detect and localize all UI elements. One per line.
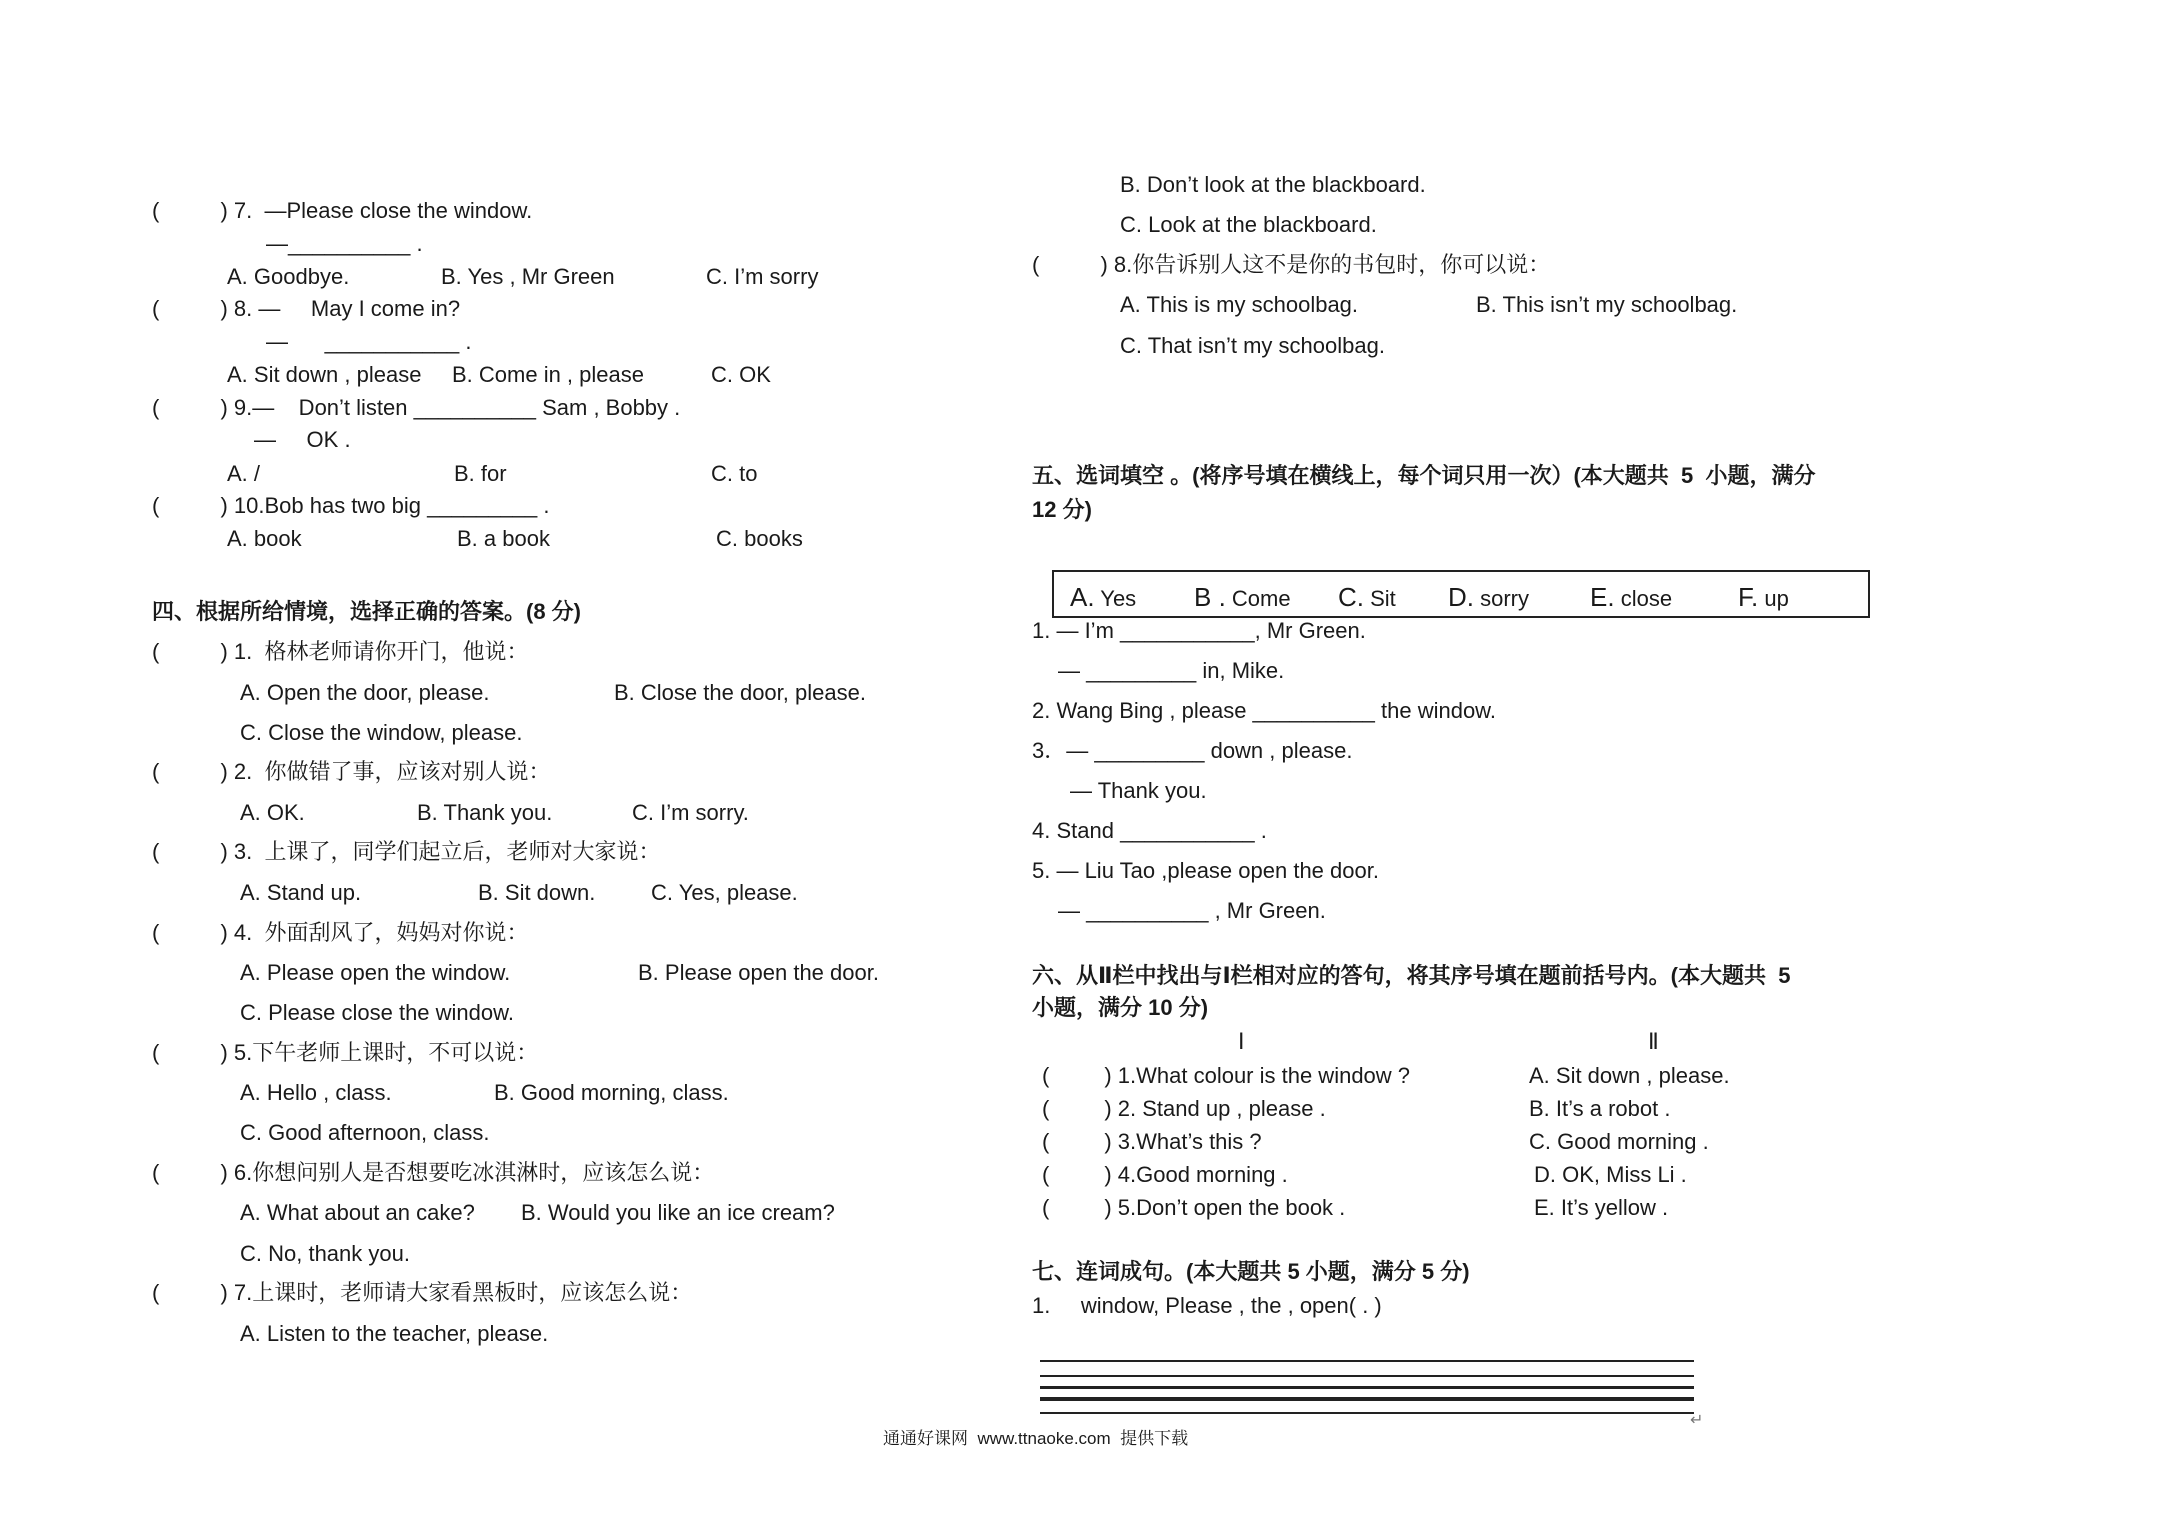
left-text-line: ( ) 1. 格林老师请你开门，他说： (152, 639, 529, 664)
left-text-line: ( ) 6.你想问别人是否想要吃冰淇淋时，应该怎么说： (152, 1160, 715, 1185)
left-text-line: ( ) 10.Bob has two big _________ . (152, 493, 550, 518)
right-text-line: C. Look at the blackboard. (1120, 212, 1377, 237)
word-bank-word: Come (1225, 586, 1291, 611)
word-bank-item (1738, 582, 1789, 613)
answer-line-2 (1040, 1375, 1694, 1377)
right-text-line: 4. Stand ___________ . (1032, 818, 1267, 843)
word-bank-letter: A. (1070, 582, 1095, 612)
footer-source: 通通好课网 www.ttnaoke.com 提供下载 (883, 1429, 1189, 1448)
right-text-line: 5. — Liu Tao ,please open the door. (1032, 858, 1379, 883)
left-text-line: ( ) 2. 你做错了事，应该对别人说： (152, 759, 551, 784)
left-text-line: C. Yes, please. (651, 880, 798, 905)
left-text-line: A. book (227, 526, 302, 551)
right-section-heading: 六、从Ⅱ栏中找出与Ⅰ栏相对应的答句，将其序号填在题前括号内。(本大题共 5 (1032, 963, 1791, 988)
right-text-line: B. This isn’t my schoolbag. (1476, 292, 1738, 317)
answer-line-3 (1040, 1386, 1694, 1389)
left-text-line: B. Thank you. (417, 800, 553, 825)
left-text-line: C. OK (711, 362, 771, 387)
right-text-line: Ⅱ (1648, 1029, 1659, 1054)
left-text-line: B. a book (457, 526, 550, 551)
word-bank-word: sorry (1474, 586, 1529, 611)
left-text-line: C. I’m sorry. (632, 800, 749, 825)
left-text-line: A. Goodbye. (227, 264, 350, 289)
left-text-line: ( ) 7. —Please close the window. (152, 198, 533, 223)
left-text-line: A. Please open the window. (240, 960, 511, 985)
left-text-line: A. OK. (240, 800, 305, 825)
right-text-line: Ⅰ (1238, 1029, 1245, 1054)
answer-line-1 (1040, 1360, 1694, 1362)
left-text-line: —__________ . (266, 231, 423, 256)
left-text-line: ( ) 3. 上课了，同学们起立后，老师对大家说： (152, 839, 661, 864)
left-text-line: B. Yes , Mr Green (441, 264, 615, 289)
right-text-line: ( ) 8.你告诉别人这不是你的书包时，你可以说： (1032, 252, 1551, 277)
right-section-heading: 12 分) (1032, 497, 1092, 522)
right-text-line: 3．— _________ down , please. (1032, 738, 1353, 763)
word-bank-item (1194, 582, 1291, 613)
word-bank-letter: E. (1590, 582, 1615, 612)
right-text-line: A. This is my schoolbag. (1120, 292, 1359, 317)
left-text-line: C. Good afternoon, class. (240, 1120, 490, 1145)
right-text-line: ( ) 2. Stand up , please . (1042, 1096, 1326, 1121)
right-text-line: 2. Wang Bing , please __________ the window. (1032, 698, 1496, 723)
left-text-line: B. for (454, 461, 507, 486)
right-text-line: B. Don’t look at the blackboard. (1120, 172, 1426, 197)
right-section-heading: 小题，满分 10 分) (1032, 995, 1209, 1020)
right-section-heading: 五、选词填空 。(将序号填在横线上，每个词只用一次）(本大题共 5 小题，满分 (1032, 463, 1816, 488)
word-bank-word: Yes (1094, 586, 1137, 611)
right-text-line: ( ) 3.What’s this ? (1042, 1129, 1262, 1154)
left-text-line: C. I’m sorry (706, 264, 819, 289)
left-text-line: A. Sit down , please (227, 362, 422, 387)
left-text-line: C. Please close the window. (240, 1000, 514, 1025)
word-bank-item (1590, 582, 1672, 613)
left-text-line: B. Good morning, class. (494, 1080, 729, 1105)
right-text-line: A. Sit down , please. (1529, 1063, 1730, 1088)
left-text-line: A. Open the door, please. (240, 680, 490, 705)
left-text-line: ( ) 4. 外面刮风了，妈妈对你说： (152, 920, 529, 945)
right-text-line: C. Good morning . (1529, 1129, 1709, 1154)
left-section-heading: 四、根据所给情境，选择正确的答案。(8 分) (152, 599, 582, 624)
left-text-line: — ___________ . (266, 329, 472, 354)
left-text-line: B. Would you like an ice cream? (521, 1200, 835, 1225)
left-text-line: C. to (711, 461, 758, 486)
right-text-line: B. It’s a robot . (1529, 1096, 1671, 1121)
word-bank-item (1338, 582, 1396, 613)
right-section-heading: 七、连词成句。(本大题共 5 小题，满分 5 分) (1032, 1259, 1470, 1284)
word-bank-letter: D. (1448, 582, 1474, 612)
right-text-line: 1. window, Please , the , open( . ) (1032, 1293, 1382, 1318)
word-bank-letter: C. (1338, 582, 1364, 612)
right-text-line: — Thank you. (1070, 778, 1207, 803)
left-text-line: ( ) 5.下午老师上课时，不可以说： (152, 1040, 539, 1065)
answer-line-5 (1040, 1412, 1694, 1414)
right-text-line: — _________ in, Mike. (1058, 658, 1285, 683)
word-bank-item (1448, 582, 1529, 613)
left-text-line: A. Listen to the teacher, please. (240, 1321, 549, 1346)
left-text-line: B. Please open the door. (638, 960, 879, 985)
right-text-line: 1. — I’m ___________, Mr Green. (1032, 618, 1366, 643)
left-text-line: — OK . (254, 427, 351, 452)
right-text-line: ( ) 1.What colour is the window ? (1042, 1063, 1411, 1088)
return-mark: ↵ (1690, 1412, 1704, 1429)
left-text-line: B. Close the door, please. (614, 680, 866, 705)
left-text-line: C. Close the window, please. (240, 720, 523, 745)
word-bank-word: up (1758, 586, 1789, 611)
right-text-line: — __________ , Mr Green. (1058, 898, 1326, 923)
right-text-line: ( ) 4.Good morning . (1042, 1162, 1288, 1187)
left-text-line: ( ) 9.— Don’t listen __________ Sam , Bobby . (152, 395, 681, 420)
word-bank-word: close (1614, 586, 1673, 611)
left-text-line: C. books (716, 526, 803, 551)
left-text-line: B. Sit down. (478, 880, 596, 905)
left-text-line: B. Come in , please (452, 362, 644, 387)
right-text-line: E. It’s yellow . (1534, 1195, 1669, 1220)
left-text-line: A. What about an cake? (240, 1200, 475, 1225)
left-text-line: A. Hello , class. (240, 1080, 392, 1105)
word-bank-box (1052, 570, 1870, 618)
left-text-line: ( ) 7.上课时，老师请大家看黑板时，应该怎么说： (152, 1280, 693, 1305)
word-bank-letter: F. (1738, 582, 1759, 612)
right-text-line: ( ) 5.Don’t open the book . (1042, 1195, 1346, 1220)
left-text-line: A. Stand up. (240, 880, 362, 905)
left-text-line: ( ) 8. — May I come in? (152, 296, 461, 321)
right-text-line: C. That isn’t my schoolbag. (1120, 333, 1385, 358)
word-bank-letter: B . (1194, 582, 1226, 612)
left-text-line: A. / (227, 461, 261, 486)
answer-line-4 (1040, 1397, 1694, 1401)
word-bank-item (1070, 582, 1136, 613)
right-text-line: D. OK, Miss Li . (1534, 1162, 1687, 1187)
left-text-line: C. No, thank you. (240, 1241, 410, 1266)
word-bank-word: Sit (1364, 586, 1396, 611)
